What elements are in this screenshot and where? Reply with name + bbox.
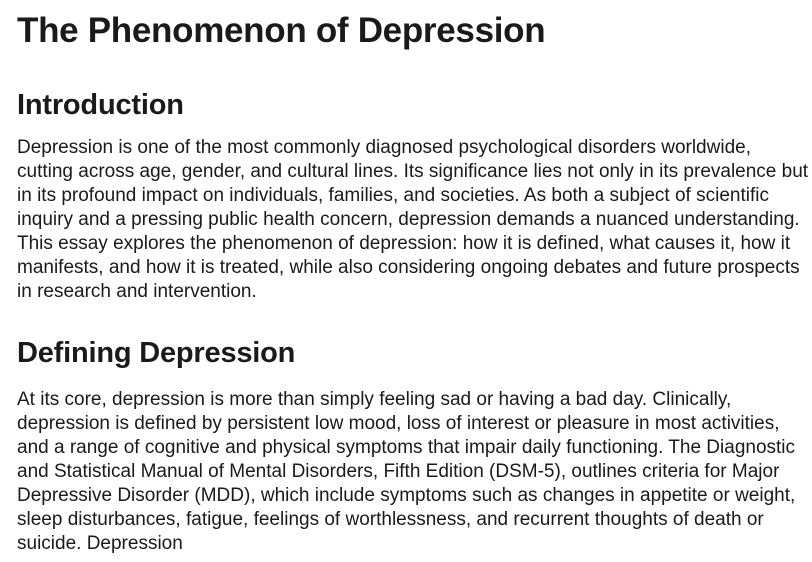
section-heading-introduction: Introduction [17, 89, 184, 121]
section-body-introduction: Depression is one of the most commonly diagnosed psychological disorders worldwide, cutting across age, gender, and cultural lines. Its significance lies not only in its prevalence but in its profound impact on individuals, families, and societies. As both a subject of scientific inquiry and a pressing public health concern, depression demands a nuanced understanding. This essay explores the phenomenon of depression: how it is defined, what causes it, how it manifests, and how it is treated, while also considering ongoing debates and future prospects in research and intervention. [17, 137, 809, 302]
section-body-defining-depression: At its core, depression is more than simply feeling sad or having a bad day. Clinically, depression is defined by persistent low mood, loss of interest or pleasure in most activities, and a range of cognitive and physical symptoms that impair daily functioning. The Diagnostic and Statistical Manual of Mental Disorders, Fifth Edition (DSM-5), outlines criteria for Major Depressive Disorder (MDD), which include symptoms such as changes in appetite or weight, sleep disturbances, fatigue, feelings of worthlessness, and recurrent thoughts of death or suicide. Depression [17, 389, 796, 554]
document-title: The Phenomenon of Depression [17, 11, 546, 50]
section-heading-defining-depression: Defining Depression [17, 337, 296, 369]
